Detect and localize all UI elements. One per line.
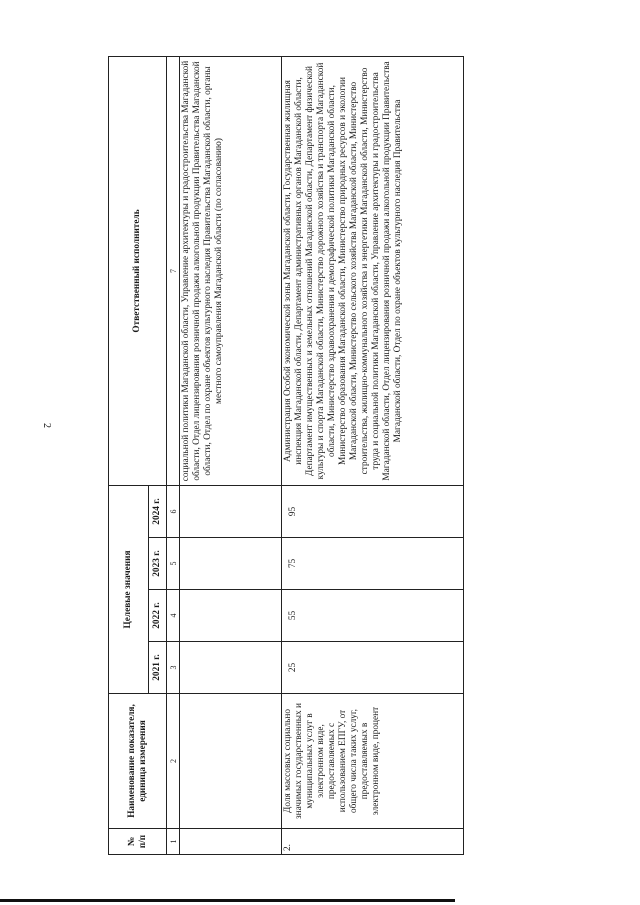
- value-2024: [180, 485, 282, 537]
- row-no: 2.: [282, 829, 464, 855]
- value-2022: [180, 590, 282, 642]
- header-executor: Ответственный исполнитель: [109, 57, 167, 486]
- row-name: Доля массовых социально значимых государственных и муниципальных услуг в электронном виде, предоставляемых с использованием ЕПГУ, от общего числа таких услуг, предоставляемых в электронном виде, процент: [282, 694, 464, 829]
- col-number: 6: [167, 485, 180, 537]
- col-number: 5: [167, 538, 180, 590]
- header-year-2022: 2022 г.: [149, 590, 167, 642]
- header-name: Наименование показателя, единица измерения: [109, 694, 167, 829]
- value-2021: [180, 642, 282, 694]
- value-2022: 55: [282, 590, 464, 642]
- col-number: 2: [167, 694, 180, 829]
- header-row: [109, 57, 149, 855]
- table-row: [180, 57, 282, 855]
- rotated-content: [108, 56, 568, 855]
- rotated-sheet: [108, 56, 568, 855]
- page-number: 2: [41, 423, 52, 428]
- column-numbers-row: [167, 57, 180, 855]
- header-year-2024: 2024 г.: [149, 485, 167, 537]
- footer-rule: [0, 899, 455, 902]
- row-no: [180, 829, 282, 855]
- value-2024: 95: [282, 485, 464, 537]
- row-executor: социальной политики Магаданской области, Управление архитектуры и градостроительства Магаданской области, Отдел лицензирования розничной продажи алкогольной продукции Правительства Магаданской области, Отдел по охране объектов культурного наследия Правительства Магаданской области, органы местного самоуправления Магаданской области (по согласованию): [180, 57, 282, 486]
- header-no: № п/п: [109, 829, 167, 855]
- targets-table: [108, 56, 464, 855]
- header-year-2023: 2023 г.: [149, 538, 167, 590]
- row-executor: Администрация Особой экономической зоны Магаданской области, Государственная жилищная инспекция Магаданской области, Департамент административных органов Магаданской области, Департамент имущественных и земельных отношений Магаданской области, Департамент физической культуры и спорта Магаданской области, Министерство дорожного хозяйства и транспорта Магаданской области, Министерство здравоохранения и демографической политики Магаданской области, Министерство образования Магаданской области, Министерство природных ресурсов и экологии Магаданской области, Министерство сельского хозяйства Магаданской области, Министерство строительства, жилищно-коммунального хозяйства и энергетики Магаданской области, Министерство труда и социальной политики Магаданской области, Управление архитектуры и градостроительства Магаданской области, Отдел лицензирования розничной продажи алкогольной продукции Правительства Магаданской области, Отдел по охране объектов культурного наследия Правительства: [282, 57, 464, 486]
- value-2023: 75: [282, 538, 464, 590]
- header-targets: Целевые значения: [109, 485, 149, 693]
- value-2021: 25: [282, 642, 464, 694]
- col-number: 7: [167, 57, 180, 486]
- col-number: 3: [167, 642, 180, 694]
- col-number: 1: [167, 829, 180, 855]
- row-name: [180, 694, 282, 829]
- table-row: [282, 57, 464, 855]
- value-2023: [180, 538, 282, 590]
- header-year-2021: 2021 г.: [149, 642, 167, 694]
- col-number: 4: [167, 590, 180, 642]
